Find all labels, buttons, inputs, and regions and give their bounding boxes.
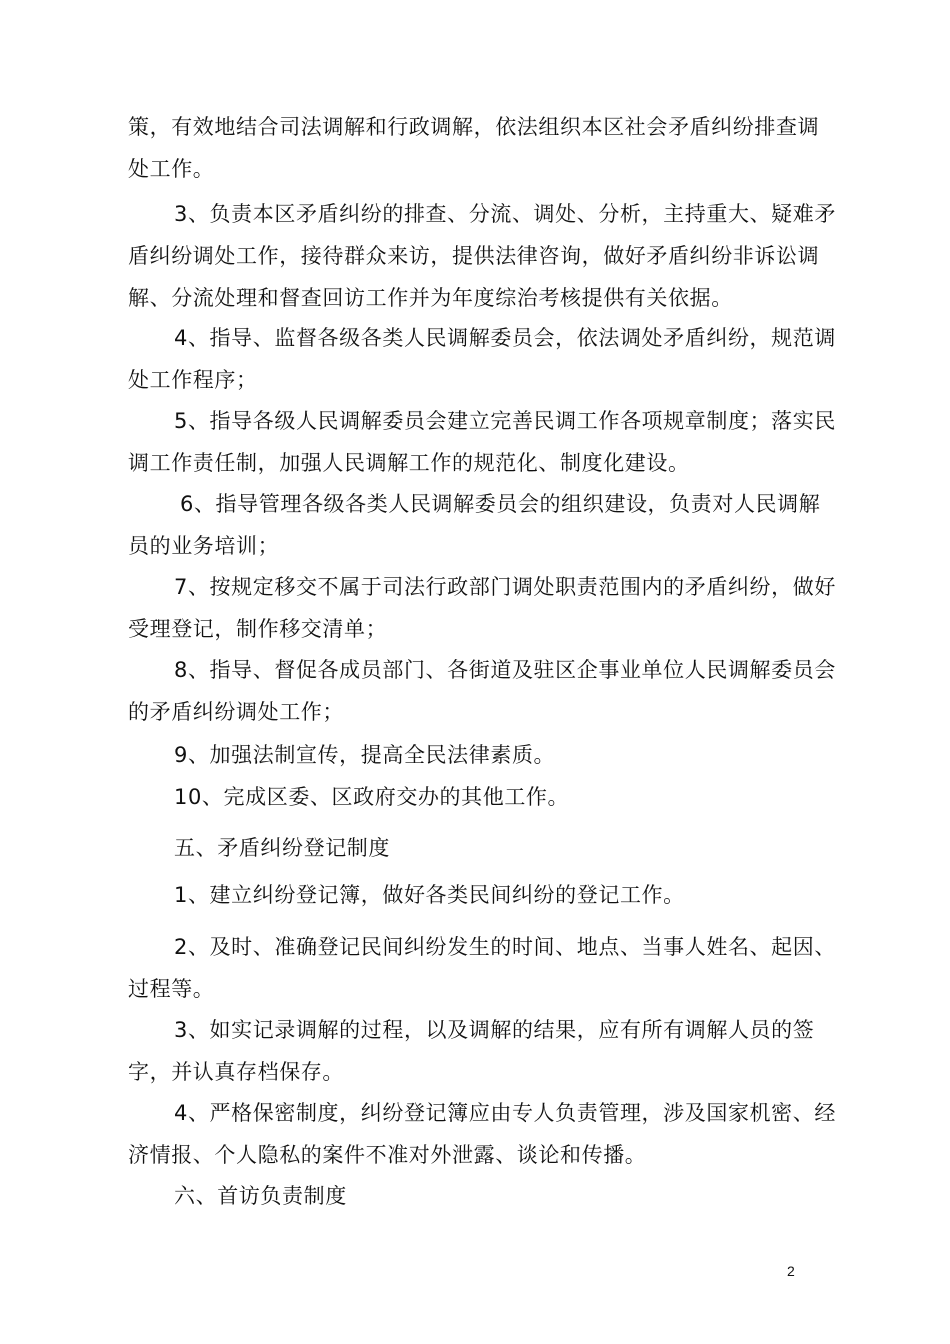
paragraph-section5-item-3: 3、如实记录调解的过程，以及调解的结果，应有所有调解人员的签字，并认真存档保存。	[128, 1018, 815, 1084]
paragraph-item-7: 7、按规定移交不属于司法行政部门调处职责范围内的矛盾纠纷，做好受理登记，制作移交清单；	[128, 575, 836, 641]
section-heading-5: 五、矛盾纠纷登记制度	[174, 836, 390, 860]
paragraph-section5-item-4: 4、严格保密制度，纠纷登记簿应由专人负责管理，涉及国家机密、经济情报、个人隐私的案件不准对外泄露、谈论和传播。	[128, 1101, 836, 1167]
paragraph-item-9: 9、加强法制宣传，提高全民法律素质。	[174, 743, 556, 767]
paragraph-item-6: 6、指导管理各级各类人民调解委员会的组织建设，负责对人民调解员的业务培训；	[128, 492, 821, 558]
paragraph-item-3: 3、负责本区矛盾纠纷的排查、分流、调处、分析，主持重大、疑难矛盾纠纷调处工作，接待群众来访，提供法律咨询，做好矛盾纠纷非诉讼调解、分流处理和督查回访工作并为年度综治考核提供有关依据。	[128, 202, 836, 310]
paragraph-item-10: 10、完成区委、区政府交办的其他工作。	[174, 785, 570, 809]
paragraph-section5-item-1: 1、建立纠纷登记簿，做好各类民间纠纷的登记工作。	[174, 883, 685, 907]
paragraph-item-8: 8、指导、督促各成员部门、各街道及驻区企事业单位人民调解委员会的矛盾纠纷调处工作；	[128, 658, 836, 724]
paragraph-item-4: 4、指导、监督各级各类人民调解委员会，依法调处矛盾纠纷，规范调处工作程序；	[128, 326, 836, 392]
paragraph-continuation: 策，有效地结合司法调解和行政调解，依法组织本区社会矛盾纠纷排查调处工作。	[128, 115, 820, 181]
paragraph-section5-item-2: 2、及时、准确登记民间纠纷发生的时间、地点、当事人姓名、起因、过程等。	[128, 935, 836, 1001]
paragraph-item-5: 5、指导各级人民调解委员会建立完善民调工作各项规章制度；落实民调工作责任制，加强人民调解工作的规范化、制度化建设。	[128, 409, 836, 475]
section-heading-6: 六、首访负责制度	[174, 1184, 347, 1208]
page-number: 2	[787, 1263, 795, 1279]
